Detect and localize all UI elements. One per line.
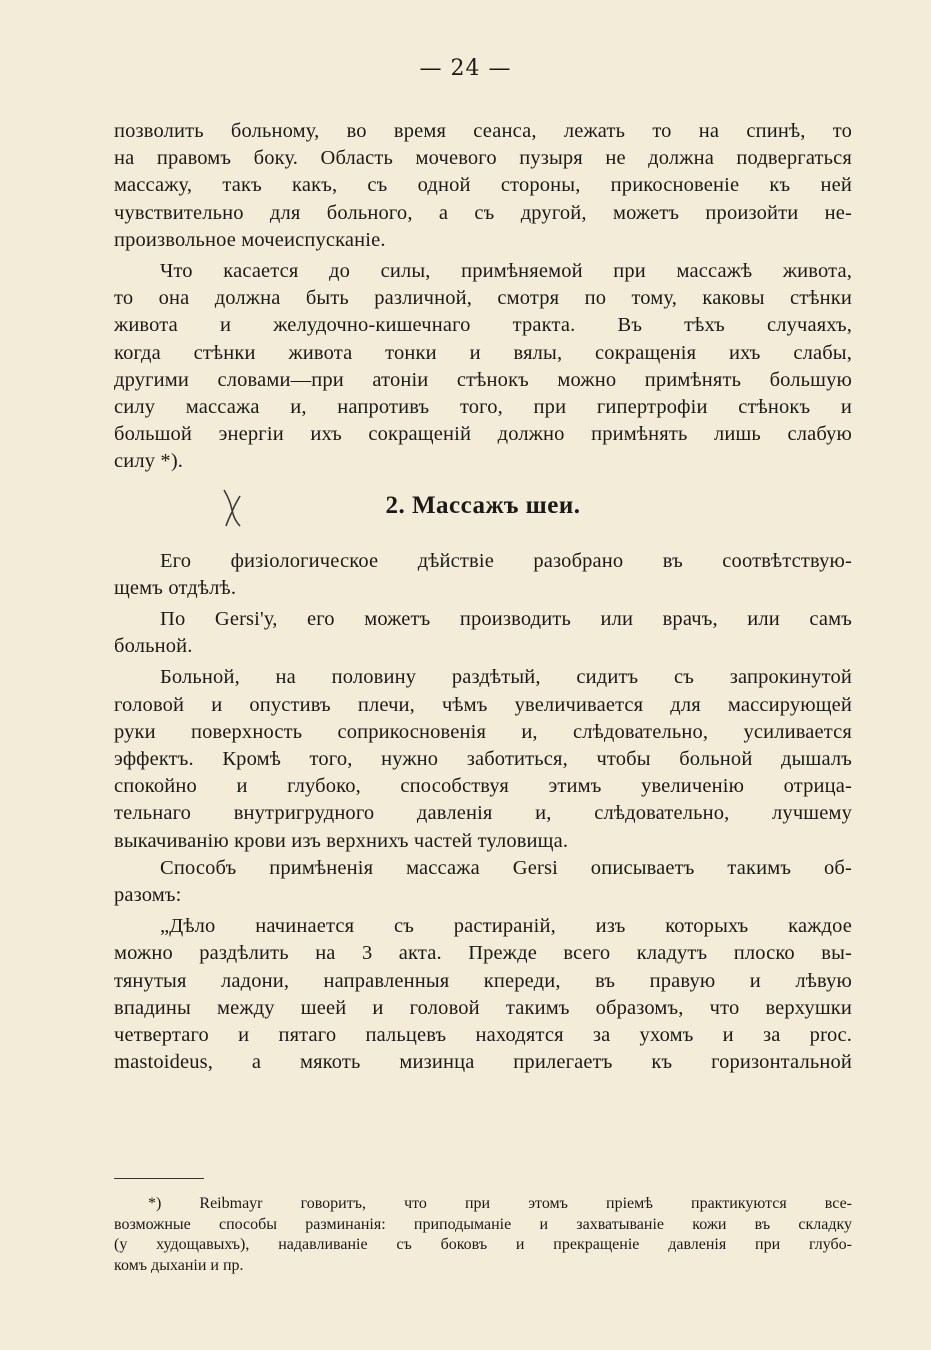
footnote-line: (у худощавыхъ), надавливаніе съ боковъ и прекращеніе давленія при глубо- — [114, 1236, 852, 1253]
text-line: когда стѣнки живота тонки и вялы, сокращенія ихъ слабы, — [114, 341, 852, 364]
text-line: впадины между шеей и головой такимъ образомъ, что верхушки — [114, 996, 852, 1019]
paragraph — [114, 548, 852, 602]
text-line: „Дѣло начинается съ растираній, изъ которыхъ каждое — [160, 915, 852, 938]
paragraph — [114, 855, 852, 909]
text-line: чувствительно для больного, а съ другой, можетъ произойти не- — [114, 201, 852, 224]
text-line: силу *). — [114, 450, 184, 473]
text-line: то она должна быть различной, смотря по тому, каковы стѣнки — [114, 287, 852, 310]
section-heading: 2. Массажъ шеи. — [385, 491, 581, 519]
text-line: Больной, на половину раздѣтый, сидитъ съ запрокинутой — [160, 666, 852, 689]
text-line: mastoideus, а мякоть мизинца прилегаетъ къ горизонтальной — [114, 1051, 852, 1074]
paragraph — [114, 258, 852, 476]
footnote-line: возможные способы разминанія: приподыманіе и захватываніе кожи въ складку — [114, 1215, 852, 1233]
text-line: большой энергіи ихъ сокращеній должно примѣнять лишь слабую — [114, 423, 852, 446]
text-line: можно раздѣлить на 3 акта. Прежде всего кладутъ плоско вы- — [114, 942, 852, 965]
main-text — [114, 118, 852, 1077]
paragraph — [114, 118, 852, 254]
text-line: Способъ примѣненія массажа Gersi описываетъ такимъ об- — [160, 856, 852, 879]
text-line: головой и опустивъ плечи, чѣмъ увеличивается для массирующей — [114, 693, 852, 716]
footnote-line: комъ дыханіи и пр. — [114, 1256, 244, 1274]
footnote — [114, 1194, 852, 1276]
text-line: разомъ: — [114, 884, 182, 907]
paragraph — [114, 664, 852, 854]
text-line: на правомъ боку. Область мочевого пузыря не должна подвергаться — [114, 147, 852, 170]
text-line: четвертаго и пятаго пальцевъ находятся за ухомъ и за proc. — [114, 1024, 852, 1047]
text-line: силу массажа и, напротивъ того, при гипертрофіи стѣнокъ и — [114, 396, 852, 419]
text-line: Что касается до силы, примѣняемой при массажѣ живота, — [160, 260, 852, 283]
text-line: живота и желудочно-кишечнаго тракта. Въ тѣхъ случаяхъ, — [114, 314, 852, 337]
footnote-line: *) Reibmayr говоритъ, что при этомъ пріемѣ практикуются все- — [148, 1195, 852, 1212]
text-line: Его физіологическое дѣйствіе разобрано въ соотвѣтствую- — [160, 549, 852, 572]
text-line: спокойно и глубоко, способствуя этимъ увеличенію отрица- — [114, 775, 852, 798]
text-line: щемъ отдѣлѣ. — [114, 576, 237, 599]
page-number: — 24 — — [419, 56, 512, 81]
text-line: тянутыя ладони, направленныя кпереди, въ правую и лѣвую — [114, 969, 852, 992]
text-line: другими словами—при атоніи стѣнокъ можно примѣнять большую — [114, 368, 852, 391]
text-line: По Gersi'у, его можетъ производить или врачъ, или самъ — [160, 608, 852, 631]
text-line: произвольное мочеиспусканіе. — [114, 228, 386, 251]
text-line: выкачиванію крови изъ верхнихъ частей туловища. — [114, 829, 569, 852]
pencil-mark — [220, 486, 246, 528]
footnote-divider — [114, 1178, 204, 1179]
text-line: эффектъ. Кромѣ того, нужно заботиться, чтобы больной дышалъ — [114, 748, 852, 771]
text-line: тельнаго внутригрудного давленія и, слѣдовательно, лучшему — [114, 802, 852, 825]
text-line: руки поверхность соприкосновенія и, слѣдовательно, усиливается — [114, 720, 852, 743]
text-line: массажу, такъ какъ, съ одной стороны, прикосновеніе къ ней — [114, 174, 852, 197]
text-line: позволить больному, во время сеанса, лежать то на спинѣ, то — [114, 120, 852, 142]
text-line: больной. — [114, 635, 193, 658]
paragraph — [114, 913, 852, 1076]
paragraph — [114, 606, 852, 660]
